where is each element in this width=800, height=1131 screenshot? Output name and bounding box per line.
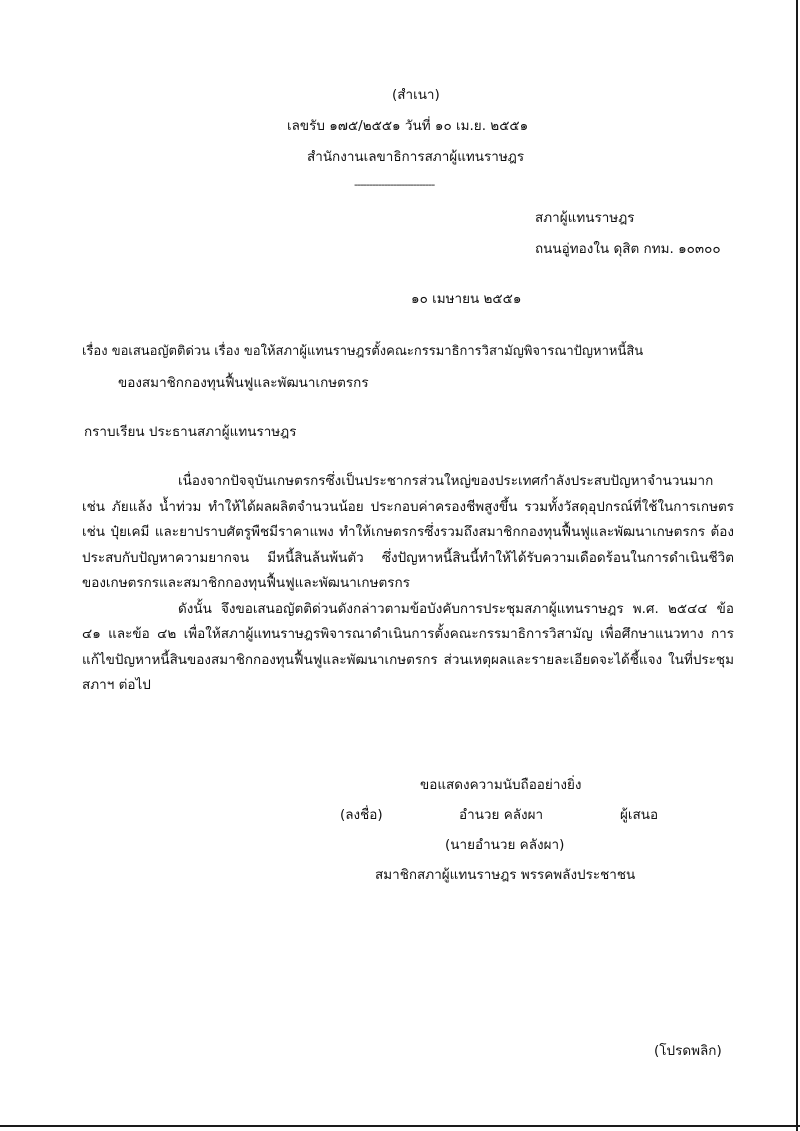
body-paragraph-2: ดังนั้น จึงขอเสนอญัตติด่วนดังกล่าวตามข้อบังคับการประชุมสภาผู้แทนราษฎร พ.ศ. ๒๕๔๔ ข้อ ๔๑ และข้อ ๔๒ เพื่อให้สภาผู้แทนราษฎรพิจารณาดำเนินการตั้งคณะกรรมาธิการวิสามัญ เพื่อศึกษาแนวทาง การแก้ไขปัญหาหนี้สินของสมาชิกกองทุนฟื้นฟูและพัฒนาเกษตรกร ส่วนเหตุผลและรายละเอียดจะได้ชี้แจง ในที่ประชุมสภาฯ ต่อไป [82,600,734,693]
signer-role: ผู้เสนอ [620,807,659,823]
sign-label: (ลงชื่อ) [340,807,383,823]
document-date: ๑๐ เมษายน ๒๕๕๑ [411,291,522,307]
subject-line-1: เรื่อง ขอเสนอญัตติด่วน เรื่อง ขอให้สภาผู้แทนราษฎรตั้งคณะกรรมาธิการวิสามัญพิจารณาปัญหาหนี้สิน [82,344,644,359]
subject-line-2: ของสมาชิกกองทุนฟื้นฟูและพัฒนาเกษตรกร [118,375,369,391]
body-paragraph-1: เนื่องจากปัจจุบันเกษตรกรซึ่งเป็นประชากรส่วนใหญ่ของประเทศกำลังประสบปัญหาจำนวนมาก เช่น ภัยแล้ง น้ำท่วม ทำให้ได้ผลผลิตจำนวนน้อย ประกอบค่าครองชีพสูงขึ้น รวมทั้งวัสดุอุปกรณ์ที่ใช้ในการเกษตร เช่น ปุ๋ยเคมี และยาปราบศัตรูพืชมีราคาแพง ทำให้เกษตรกรซึ่งรวมถึงสมาชิกกองทุนฟื้นฟูและพัฒนาเกษตรกร ต้องประสบกับปัญหาความยากจน มีหนี้สินล้นพ้นตัว ซึ่งปัญหาหนี้สินนี้ทำให้ได้รับความเดือดร้อนในการดำเนินชีวิต ของเกษตรกรและสมาชิกกองทุนฟื้นฟูและพัฒนาเกษตรกร [82,473,734,591]
header-divider: --------------------------- [354,178,435,191]
address-line-2: ถนนอู่ทองใน ดุสิต กทม. ๑๐๓๐๐ [535,241,721,257]
page-border-bottom [0,1125,800,1127]
closing-respect: ขอแสดงความนับถืออย่างยิ่ง [420,777,582,793]
signer-full-name: (นายอำนวย คลังผา) [445,837,565,853]
receipt-number: เลขรับ ๑๗๕/๒๕๕๑ วันที่ ๑๐ เม.ย. ๒๕๕๑ [287,118,529,134]
body-text [82,469,734,699]
copy-label: (สำเนา) [392,87,440,103]
address-line-1: สภาผู้แทนราษฎร [535,210,635,226]
page-border-right [796,0,798,1131]
office-name: สำนักงานเลขาธิการสภาผู้แทนราษฎร [307,149,525,165]
signer-name: อำนวย คลังผา [459,807,544,823]
turn-page-note: (โปรดพลิก) [654,1043,722,1059]
signer-position: สมาชิกสภาผู้แทนราษฎร พรรคพลังประชาชน [375,867,636,883]
salutation: กราบเรียน ประธานสภาผู้แทนราษฎร [84,424,297,440]
